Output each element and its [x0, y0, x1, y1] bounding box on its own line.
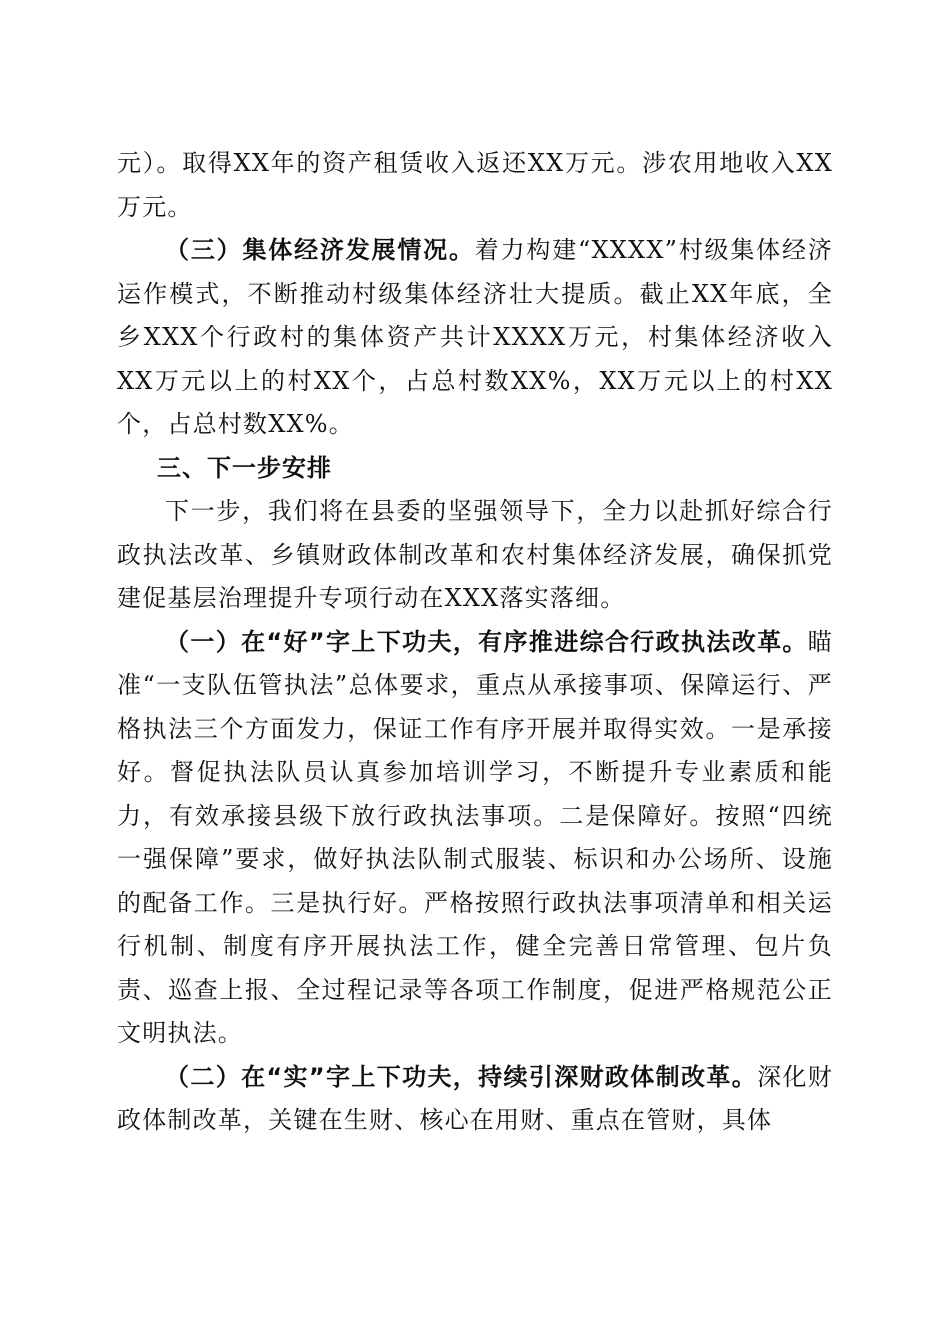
- subheading-fiscal-reform: （二）在“实”字上下功夫，持续引深财政体制改革。: [165, 1062, 758, 1091]
- subheading-collective-economy: （三）集体经济发展情况。: [165, 236, 475, 264]
- subheading-law-enforcement-reform: （一）在“好”字上下功夫，有序推进综合行政执法改革。: [165, 627, 808, 656]
- document-body: [117, 142, 833, 1143]
- paragraph-next-steps-intro: 下一步，我们将在县委的坚强领导下，全力以赴抓好综合行政执法改革、乡镇财政体制改革和农村集体经济发展，确保抓党建促基层治理提升专项行动在XXX落实落细。: [117, 497, 833, 612]
- paragraph-law-enforcement-reform: [117, 621, 833, 1056]
- paragraph-fiscal-reform-body: 深化财政体制改革，关键在生财、核心在用财、重点在管财，具体: [117, 1062, 833, 1134]
- paragraph-continuation: 元）。取得XX年的资产租赁收入返还XX万元。涉农用地收入XX万元。: [117, 149, 833, 221]
- paragraph-collective-economy: [117, 229, 833, 447]
- paragraph-collective-economy-body: 着力构建“XXXX”村级集体经济运作模式，不断推动村级集体经济壮大提质。截止XX年底，全乡XXX个行政村的集体资产共计XXXX万元，村集体经济收入XX万元以上的村XX个，占总村数XX%，XX万元以上的村XX个，占总村数XX%。: [117, 236, 833, 438]
- paragraph-fiscal-reform: [117, 1056, 833, 1143]
- heading-next-steps: 三、下一步安排: [157, 453, 332, 482]
- paragraph-law-enforcement-reform-body: 瞄准“一支队伍管执法”总体要求，重点从承接事项、保障运行、严格执法三个方面发力，保证工作有序开展并取得实效。一是承接好。督促执法队员认真参加培训学习，不断提升专业素质和能力，有效承接县级下放行政执法事项。二是保障好。按照“四统一强保障”要求，做好执法队制式服装、标识和办公场所、设施的配备工作。三是执行好。严格按照行政执法事项清单和相关运行机制、制度有序开展执法工作，健全完善日常管理、包片负责、巡查上报、全过程记录等各项工作制度，促进严格规范公正文明执法。: [117, 627, 833, 1047]
